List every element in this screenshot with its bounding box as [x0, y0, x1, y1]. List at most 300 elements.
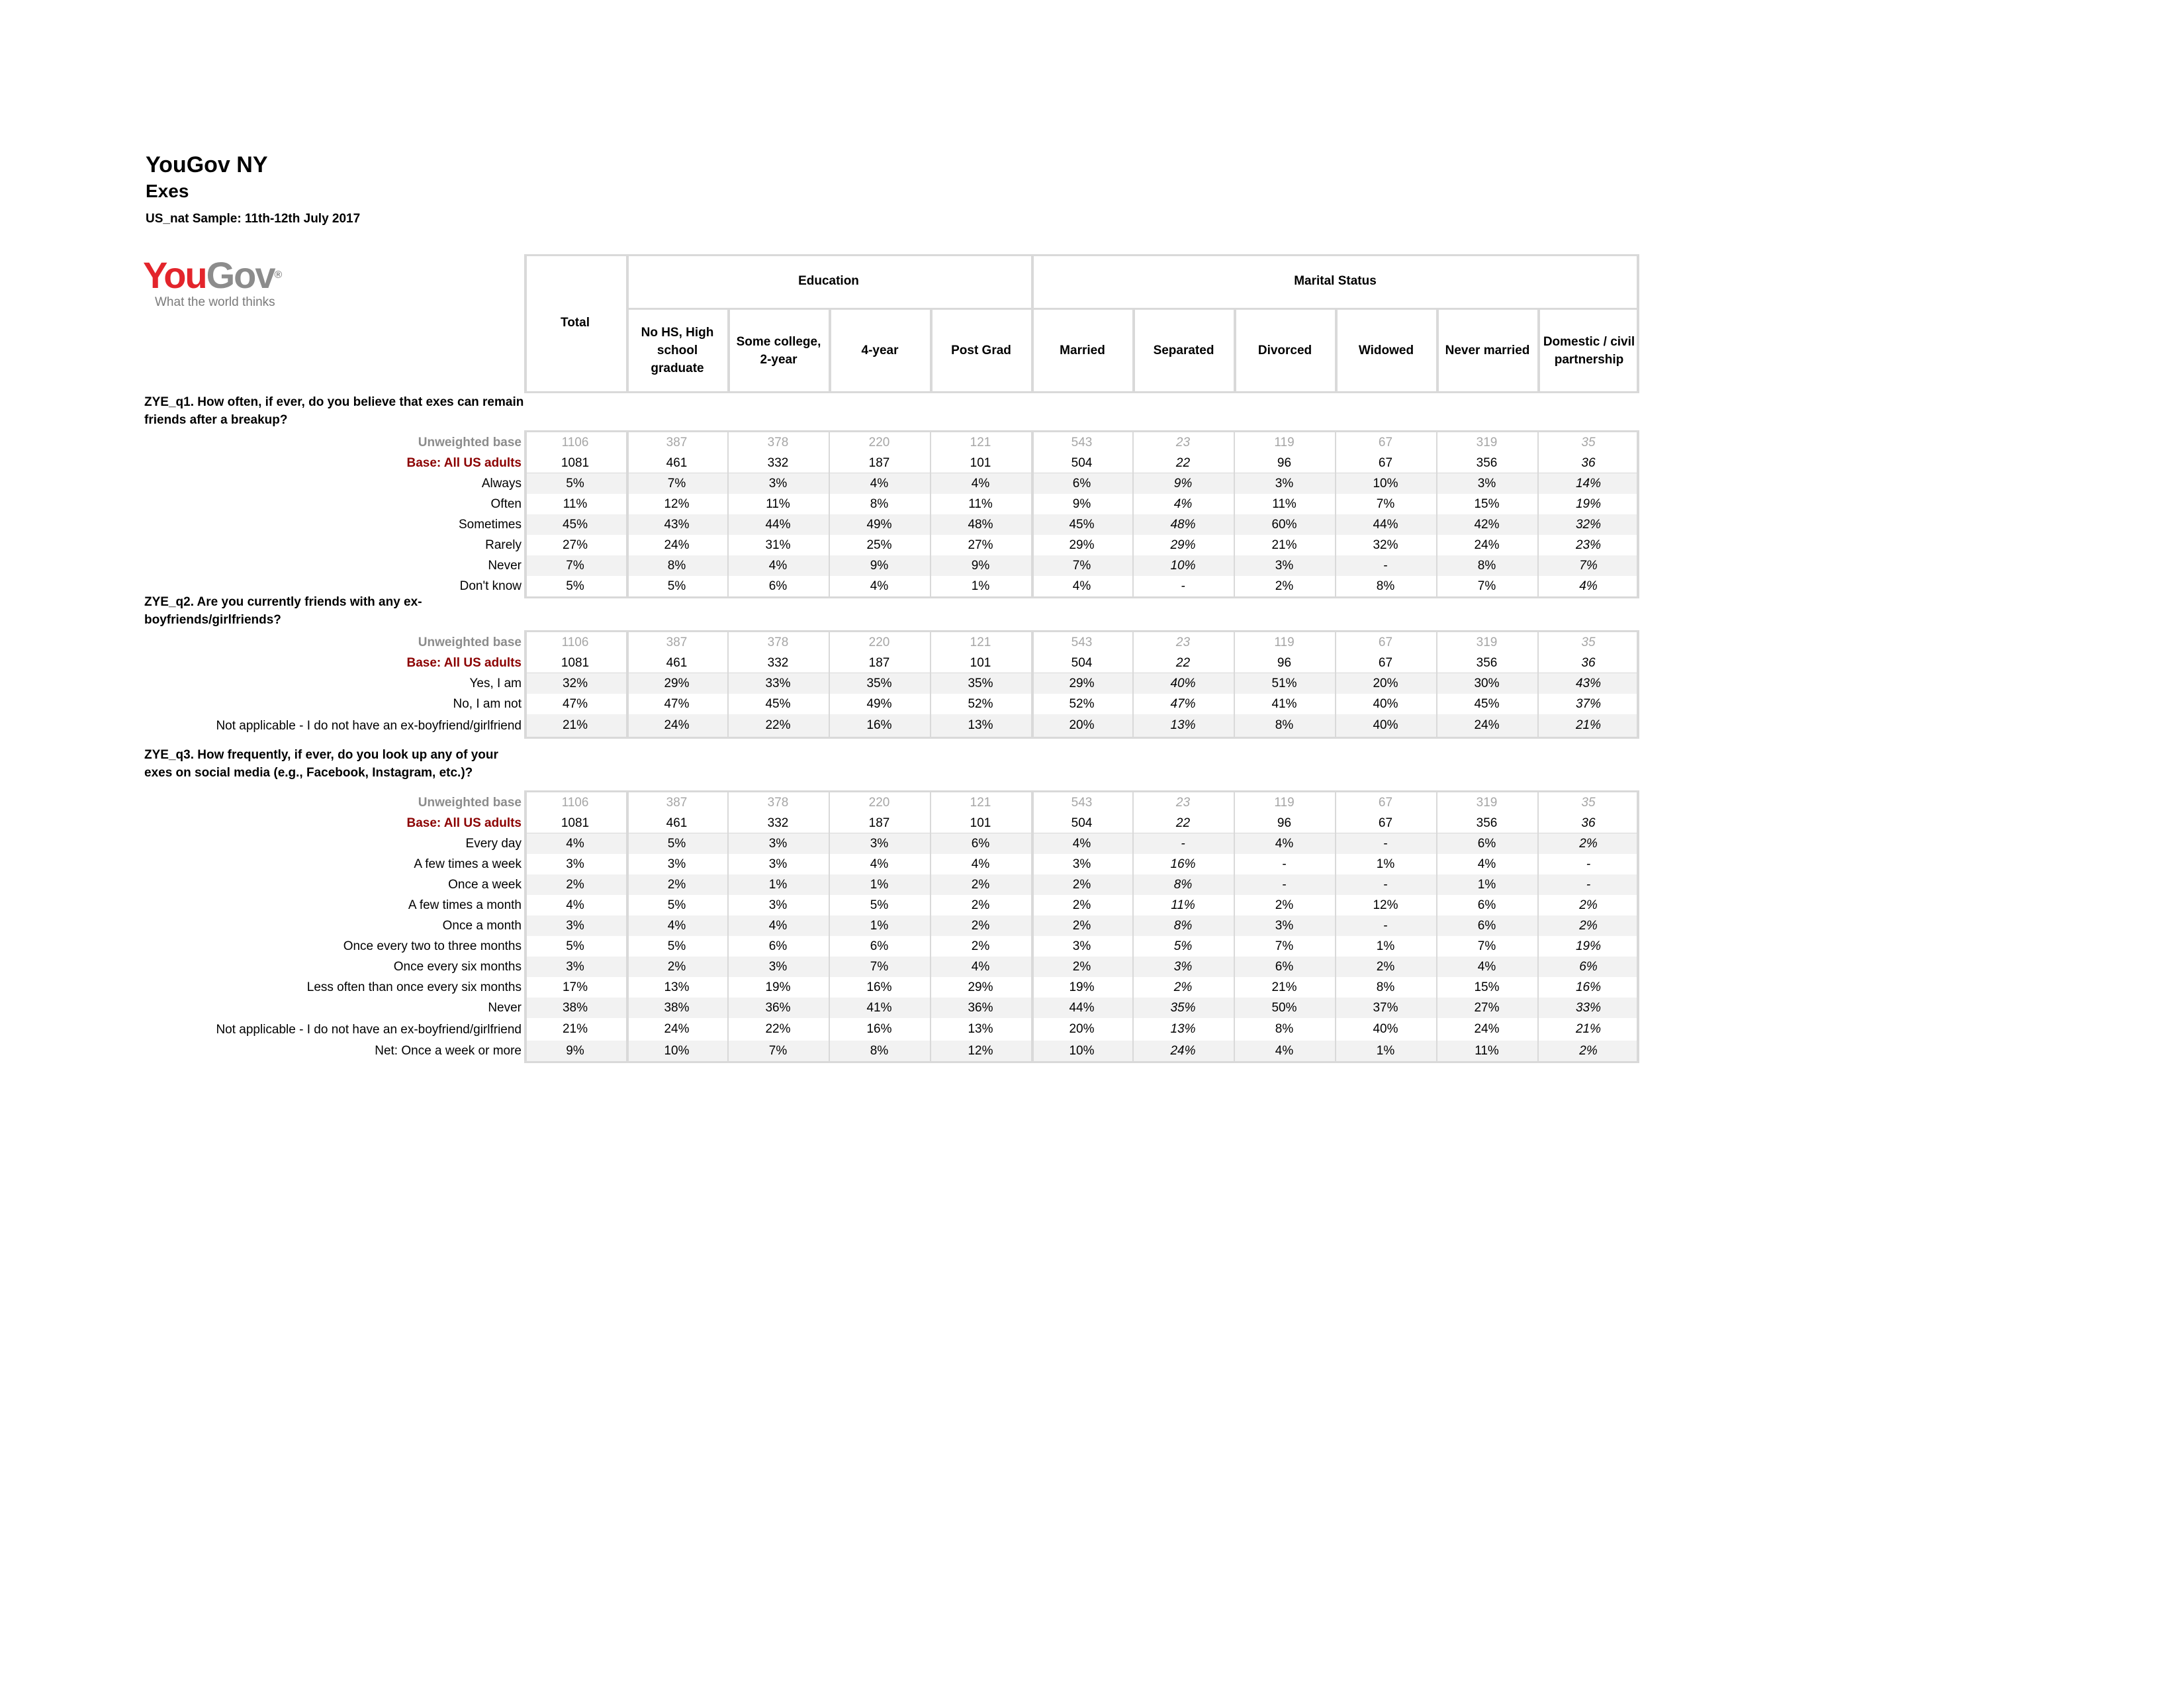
table-cell: 23%: [1575, 538, 1602, 552]
table-cell: 2%: [1072, 878, 1091, 892]
table-cell: 52%: [968, 697, 993, 711]
table-cell: 20%: [1069, 718, 1095, 732]
table-row: [524, 514, 1639, 535]
header-column-divider: [930, 308, 933, 393]
table-cell: 4%: [971, 960, 990, 974]
column-divider: [524, 790, 527, 1063]
table-cell: 35%: [968, 677, 993, 690]
table-cell: 3%: [1275, 919, 1294, 933]
table-cell: 21%: [562, 1022, 588, 1036]
table-cell: 378: [767, 635, 789, 649]
yougov-logo: [143, 254, 281, 310]
table-cell: 67: [1378, 796, 1393, 810]
table-cell: 35: [1581, 796, 1596, 810]
table-cell: 40%: [1373, 1022, 1398, 1036]
table-cell: 2%: [566, 878, 584, 892]
table-cell: 47%: [562, 697, 588, 711]
table-cell: 13%: [1170, 718, 1196, 732]
table-cell: 3%: [870, 837, 889, 851]
table-row: [524, 555, 1639, 576]
table-cell: 3%: [566, 919, 584, 933]
table-cell: 19%: [1069, 980, 1095, 994]
table-cell: 44%: [1069, 1001, 1095, 1015]
table-cell: 6%: [870, 939, 889, 953]
table-cell: 22: [1175, 456, 1191, 470]
table-cell: 3%: [768, 898, 788, 912]
header-group-education: Education: [798, 274, 859, 288]
table-row: [524, 813, 1639, 833]
table-cell: 67: [1378, 656, 1393, 670]
row-label: Unweighted base: [418, 436, 522, 449]
table-cell: 1%: [1376, 1044, 1395, 1058]
table-cell: 7%: [870, 960, 889, 974]
table-cell: 504: [1071, 816, 1093, 830]
table-cell: 60%: [1271, 518, 1297, 532]
page-subtitle: Exes: [146, 181, 189, 201]
table-cell: 36: [1581, 456, 1596, 470]
table-row: [524, 1041, 1639, 1061]
table-cell: 3%: [768, 857, 788, 871]
question-table: [524, 630, 1639, 739]
column-divider: [524, 430, 527, 598]
table-cell: -: [1282, 857, 1287, 871]
table-cell: 11%: [1272, 497, 1297, 511]
table-cell: 7%: [1477, 939, 1496, 953]
table-cell: 2%: [1376, 960, 1395, 974]
table-cell: 4%: [1173, 497, 1193, 511]
table-cell: 38%: [562, 1001, 588, 1015]
table-cell: 20%: [1373, 677, 1398, 690]
table-cell: 356: [1476, 656, 1498, 670]
table-cell: 9%: [1173, 477, 1193, 491]
table-cell: 16%: [866, 980, 892, 994]
table-cell: 10%: [1373, 477, 1398, 491]
table-cell: 11%: [968, 497, 993, 511]
header-total: Total: [561, 316, 590, 330]
table-cell: 24%: [1474, 1022, 1500, 1036]
table-cell: 4%: [1072, 837, 1091, 851]
table-cell: 101: [970, 816, 991, 830]
table-cell: -: [1383, 837, 1388, 851]
table-cell: 23: [1175, 436, 1191, 449]
column-divider: [829, 430, 830, 598]
table-cell: 504: [1071, 656, 1093, 670]
table-cell: 6%: [768, 579, 788, 593]
table-cell: 35: [1581, 436, 1596, 449]
table-cell: 5%: [667, 898, 686, 912]
column-divider: [626, 790, 629, 1063]
table-cell: 220: [868, 436, 890, 449]
header-col-8: Widowed: [1358, 344, 1414, 357]
table-cell: 5%: [667, 939, 686, 953]
table-cell: 6%: [1477, 919, 1496, 933]
column-divider: [1637, 630, 1639, 739]
column-divider: [1335, 790, 1336, 1063]
table-cell: 504: [1071, 456, 1093, 470]
column-divider: [1537, 790, 1539, 1063]
table-cell: 543: [1071, 436, 1093, 449]
table-cell: 20%: [1069, 1022, 1095, 1036]
table-cell: 29%: [968, 980, 993, 994]
table-cell: 22: [1175, 656, 1191, 670]
table-border: [524, 1061, 1639, 1063]
table-cell: 4%: [971, 477, 990, 491]
table-cell: 4%: [1072, 579, 1091, 593]
table-cell: 1081: [561, 456, 590, 470]
table-cell: 24%: [664, 1022, 690, 1036]
table-cell: -: [1282, 878, 1287, 892]
header-column-divider: [626, 254, 629, 393]
table-cell: 33%: [1575, 1001, 1602, 1015]
table-cell: 21%: [1271, 980, 1297, 994]
table-cell: 1%: [1376, 857, 1395, 871]
table-cell: 187: [868, 456, 890, 470]
header-col-1: No HS, High school graduate: [641, 326, 714, 375]
table-cell: 32%: [1575, 518, 1602, 532]
table-cell: 67: [1378, 635, 1393, 649]
table-row: [524, 854, 1639, 874]
table-cell: 6%: [1072, 477, 1091, 491]
table-cell: -: [1383, 878, 1388, 892]
column-divider: [930, 630, 931, 739]
table-cell: 17%: [562, 980, 588, 994]
table-cell: 3%: [1072, 857, 1091, 871]
table-cell: 24%: [1170, 1044, 1196, 1058]
table-cell: 7%: [1275, 939, 1294, 953]
column-divider: [1637, 430, 1639, 598]
table-cell: 6%: [1579, 960, 1598, 974]
column-divider: [626, 430, 629, 598]
table-cell: 45%: [1069, 518, 1095, 532]
table-row: [524, 473, 1639, 494]
table-cell: 1%: [971, 579, 990, 593]
row-label: Not applicable - I do not have an ex-boyfriend/girlfriend: [216, 718, 522, 733]
table-cell: 378: [767, 436, 789, 449]
table-cell: 2%: [1579, 837, 1598, 851]
table-row: [524, 494, 1639, 514]
row-label: Never: [488, 1001, 522, 1015]
column-divider: [727, 430, 729, 598]
row-label: No, I am not: [453, 697, 522, 711]
table-cell: 220: [868, 796, 890, 810]
table-cell: 9%: [870, 559, 889, 573]
table-cell: 13%: [968, 1022, 993, 1036]
table-cell: 37%: [1575, 697, 1602, 711]
column-divider: [1335, 630, 1336, 739]
table-cell: 4%: [566, 837, 584, 851]
column-divider: [1031, 630, 1034, 739]
column-divider: [1537, 430, 1539, 598]
table-cell: 27%: [968, 538, 993, 552]
table-cell: 48%: [1170, 518, 1196, 532]
row-label: Base: All US adults: [406, 656, 522, 670]
table-cell: 332: [767, 456, 789, 470]
table-cell: 8%: [870, 497, 889, 511]
row-label: Always: [481, 477, 522, 491]
table-cell: 4%: [870, 579, 889, 593]
table-cell: 543: [1071, 635, 1093, 649]
table-row: [524, 535, 1639, 555]
table-border: [524, 596, 1639, 598]
column-divider: [1436, 430, 1437, 598]
table-cell: 25%: [866, 538, 892, 552]
table-cell: 2%: [667, 960, 686, 974]
table-cell: 24%: [664, 538, 690, 552]
table-cell: 49%: [866, 518, 892, 532]
table-cell: 10%: [1170, 559, 1196, 573]
table-cell: -: [1586, 857, 1591, 871]
table-cell: 332: [767, 816, 789, 830]
table-row: [524, 936, 1639, 957]
table-cell: 21%: [562, 718, 588, 732]
table-cell: 41%: [1271, 697, 1297, 711]
table-cell: 1%: [768, 878, 788, 892]
table-cell: 21%: [1575, 1022, 1602, 1036]
table-cell: 36%: [968, 1001, 993, 1015]
table-cell: 21%: [1575, 718, 1602, 732]
table-row: [524, 632, 1639, 653]
column-divider: [1132, 790, 1134, 1063]
table-cell: 3%: [1275, 559, 1294, 573]
table-cell: 40%: [1373, 718, 1398, 732]
table-cell: 27%: [1474, 1001, 1500, 1015]
table-cell: 6%: [1275, 960, 1294, 974]
table-cell: 4%: [566, 898, 584, 912]
table-cell: 67: [1378, 456, 1393, 470]
table-cell: 356: [1476, 456, 1498, 470]
table-cell: 5%: [566, 579, 584, 593]
table-cell: 45%: [765, 697, 791, 711]
table-cell: 3%: [566, 960, 584, 974]
table-cell: 32%: [562, 677, 588, 690]
table-cell: 8%: [870, 1044, 889, 1058]
table-cell: 43%: [1575, 677, 1602, 690]
column-divider: [1537, 630, 1539, 739]
table-cell: 1106: [561, 436, 589, 449]
table-cell: 44%: [1373, 518, 1398, 532]
table-cell: 2%: [1579, 919, 1598, 933]
table-cell: 101: [970, 456, 991, 470]
table-cell: 2%: [1072, 960, 1091, 974]
table-cell: 31%: [765, 538, 791, 552]
table-row: [524, 874, 1639, 895]
row-label: A few times a week: [414, 857, 522, 871]
table-cell: 2%: [971, 898, 990, 912]
table-cell: 2%: [1579, 898, 1598, 912]
header-col-5: Married: [1060, 344, 1105, 357]
table-cell: 4%: [1477, 960, 1496, 974]
table-cell: 16%: [866, 718, 892, 732]
table-cell: 461: [666, 816, 688, 830]
row-label: A few times a month: [408, 898, 522, 912]
table-cell: 29%: [1170, 538, 1196, 552]
table-cell: 30%: [1474, 677, 1500, 690]
table-cell: 332: [767, 656, 789, 670]
table-cell: 21%: [1271, 538, 1297, 552]
table-cell: 4%: [1477, 857, 1496, 871]
table-row: [524, 673, 1639, 694]
logo-tagline: What the world thinks: [155, 295, 275, 309]
table-cell: 27%: [562, 538, 588, 552]
column-divider: [1132, 430, 1134, 598]
question-text: ZYE_q2. Are you currently friends with any ex-boyfriends/girlfriends?: [144, 595, 422, 627]
table-cell: 3%: [768, 960, 788, 974]
table-cell: 19%: [1575, 497, 1602, 511]
table-cell: 36: [1581, 656, 1596, 670]
table-cell: 15%: [1474, 497, 1500, 511]
table-cell: 1%: [870, 919, 889, 933]
table-cell: 7%: [768, 1044, 788, 1058]
table-cell: 2%: [1072, 898, 1091, 912]
table-cell: 5%: [566, 477, 584, 491]
table-cell: 8%: [1275, 1022, 1294, 1036]
table-cell: 44%: [765, 518, 791, 532]
table-cell: 36: [1581, 816, 1596, 830]
table-cell: 119: [1274, 436, 1295, 449]
table-cell: 40%: [1170, 677, 1196, 690]
row-label: Unweighted base: [418, 796, 522, 810]
logo-gov: Gov: [206, 254, 275, 296]
table-cell: 319: [1476, 635, 1498, 649]
table-cell: 96: [1277, 816, 1292, 830]
table-cell: 13%: [1170, 1022, 1196, 1036]
table-cell: 8%: [1173, 878, 1193, 892]
table-cell: 7%: [1376, 497, 1395, 511]
table-cell: 12%: [1373, 898, 1398, 912]
table-cell: 40%: [1373, 697, 1398, 711]
question-text: ZYE_q1. How often, if ever, do you believe that exes can remain friends after a breakup?: [144, 395, 524, 427]
table-cell: -: [1586, 878, 1591, 892]
table-cell: 4%: [1275, 837, 1294, 851]
column-divider: [1132, 630, 1134, 739]
table-cell: 9%: [1072, 497, 1091, 511]
table-cell: 3%: [566, 857, 584, 871]
table-cell: 119: [1274, 796, 1295, 810]
table-cell: 2%: [971, 919, 990, 933]
column-divider: [727, 630, 729, 739]
table-cell: 11%: [563, 497, 588, 511]
table-cell: 47%: [1170, 697, 1196, 711]
table-cell: 22: [1175, 816, 1191, 830]
column-divider: [1234, 630, 1235, 739]
table-cell: 1106: [561, 796, 589, 810]
column-divider: [1031, 430, 1034, 598]
table-cell: 7%: [1072, 559, 1091, 573]
table-cell: 1%: [870, 878, 889, 892]
question-table: [524, 430, 1639, 598]
header-col-10: Domestic / civil partnership: [1543, 334, 1635, 367]
table-cell: 7%: [566, 559, 584, 573]
table-cell: 2%: [1275, 898, 1294, 912]
table-cell: 6%: [768, 939, 788, 953]
table-cell: 67: [1378, 436, 1393, 449]
table-cell: 5%: [667, 837, 686, 851]
row-label: Every day: [465, 837, 522, 851]
table-cell: 543: [1071, 796, 1093, 810]
table-cell: -: [1181, 579, 1185, 593]
table-cell: -: [1383, 559, 1388, 573]
table-cell: 4%: [971, 857, 990, 871]
table-cell: 187: [868, 656, 890, 670]
table-cell: 121: [970, 436, 991, 449]
table-cell: 9%: [971, 559, 990, 573]
row-label: Less often than once every six months: [306, 980, 522, 994]
table-cell: 387: [666, 796, 688, 810]
table-cell: 11%: [766, 497, 790, 511]
column-divider: [1436, 790, 1437, 1063]
row-label: Once every six months: [393, 960, 522, 974]
table-cell: 16%: [866, 1022, 892, 1036]
table-cell: 7%: [1477, 579, 1496, 593]
table-cell: 319: [1476, 436, 1498, 449]
table-row: [524, 432, 1639, 453]
logo-you: You: [143, 254, 206, 296]
question-text: ZYE_q3. How frequently, if ever, do you look up any of your exes on social media (e.g., Facebook, Instagram, etc.)?: [144, 748, 498, 780]
header-col-9: Never married: [1445, 344, 1530, 357]
table-cell: 32%: [1373, 538, 1398, 552]
table-cell: 45%: [1474, 697, 1500, 711]
table-cell: 378: [767, 796, 789, 810]
table-cell: 29%: [664, 677, 690, 690]
table-cell: 19%: [1575, 939, 1602, 953]
table-cell: 11%: [1475, 1044, 1499, 1058]
table-cell: 42%: [1474, 518, 1500, 532]
row-label: Base: All US adults: [406, 816, 522, 830]
table-cell: 4%: [870, 857, 889, 871]
table-cell: 4%: [768, 559, 788, 573]
table-cell: 387: [666, 635, 688, 649]
header-group-marital-status: Marital Status: [1294, 274, 1377, 288]
row-label: Yes, I am: [469, 677, 522, 690]
table-cell: 4%: [1579, 579, 1598, 593]
row-label: Once every two to three months: [343, 939, 522, 953]
table-cell: 101: [970, 656, 991, 670]
column-divider: [930, 790, 931, 1063]
header-column-divider: [1436, 308, 1439, 393]
row-label: Don't know: [459, 579, 522, 593]
table-cell: 22%: [765, 1022, 791, 1036]
table-cell: 3%: [1275, 477, 1294, 491]
table-cell: 13%: [664, 980, 690, 994]
table-cell: 8%: [1173, 919, 1193, 933]
table-cell: 461: [666, 656, 688, 670]
table-cell: 10%: [664, 1044, 690, 1058]
table-row: [524, 1018, 1639, 1041]
table-cell: 2%: [667, 878, 686, 892]
column-divider: [1234, 790, 1235, 1063]
table-cell: 2%: [1579, 1044, 1598, 1058]
table-cell: 2%: [971, 878, 990, 892]
table-cell: 38%: [664, 1001, 690, 1015]
table-cell: 67: [1378, 816, 1393, 830]
table-cell: 220: [868, 635, 890, 649]
table-cell: 16%: [1575, 980, 1602, 994]
header-column-divider: [1031, 254, 1034, 393]
column-divider: [829, 630, 830, 739]
table-cell: 2%: [1173, 980, 1193, 994]
table-cell: 6%: [1477, 898, 1496, 912]
table-cell: 121: [970, 796, 991, 810]
row-label: Rarely: [485, 538, 522, 552]
table-cell: 8%: [1376, 980, 1395, 994]
row-label: Unweighted base: [418, 635, 522, 649]
table-cell: 119: [1274, 635, 1295, 649]
header-column-divider: [1637, 254, 1639, 393]
page-title: YouGov NY: [146, 152, 268, 177]
table-cell: 29%: [1069, 538, 1095, 552]
table-cell: 1106: [561, 635, 589, 649]
row-label: Base: All US adults: [406, 456, 522, 470]
